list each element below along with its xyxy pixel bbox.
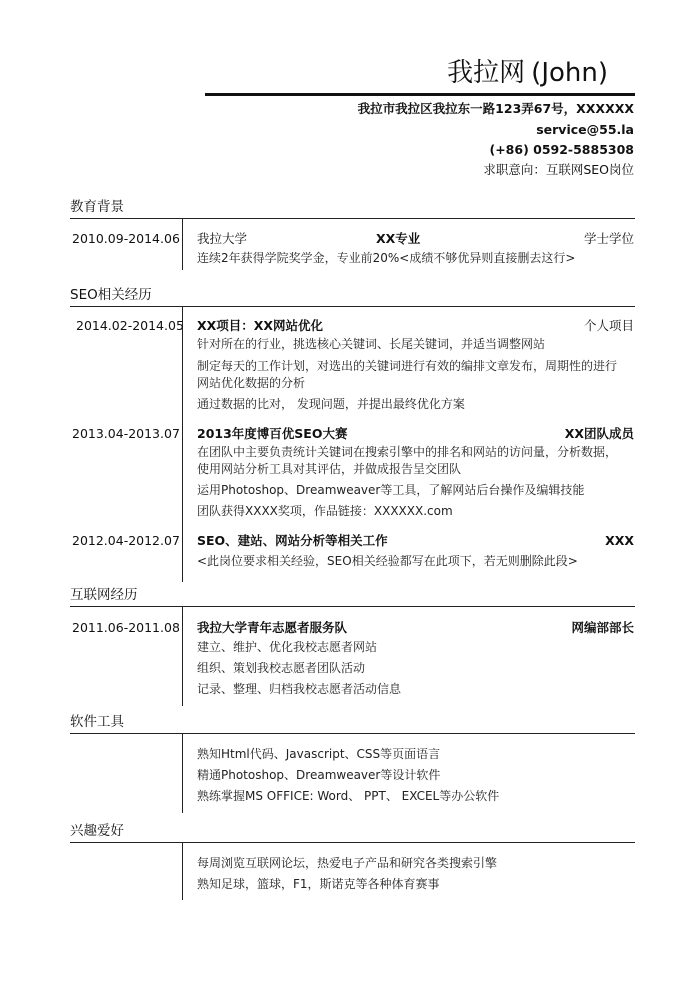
hobby-line: 熟知足球，篮球，F1，斯诺克等各种体育赛事: [197, 877, 440, 891]
seo-item-name: SEO、建站、网站分析等相关工作: [197, 533, 388, 548]
seo-item-role: XXX: [605, 533, 634, 548]
section-rule: [70, 218, 635, 219]
seo-item-line: <此岗位要求相关经验，SEO相关经验都写在此项下，若无则删除此段>: [197, 554, 578, 568]
seo-item-line: 团队获得XXXX奖项，作品链接：XXXXXX.com: [197, 504, 453, 518]
hobby-line: 每周浏览互联网论坛，热爱电子产品和研究各类搜索引擎: [197, 856, 498, 870]
internet-org: 我拉大学青年志愿者服务队: [197, 620, 348, 635]
timeline-divider: [182, 733, 183, 813]
degree: 学士学位: [583, 231, 634, 246]
section-rule: [70, 733, 635, 734]
education-date: 2010.09-2014.06: [72, 231, 180, 246]
name-chinese: 我拉网: [447, 58, 526, 88]
address: 我拉市我拉区我拉东一路123弄67号，XXXXXX: [357, 101, 634, 116]
major: XX专业: [376, 231, 421, 246]
seo-item-role: XX团队成员: [564, 426, 634, 441]
seo-item-name: XX项目：XX网站优化: [197, 318, 324, 333]
timeline-divider: [182, 842, 183, 900]
seo-item-line: 网站优化数据的分析: [197, 376, 306, 390]
seo-item-line: 使用网站分析工具对其评估，并做成报告呈交团队: [197, 462, 462, 476]
section-title-hobbies: 兴趣爱好: [70, 823, 124, 839]
software-line: 熟练掌握MS OFFICE: Word、 PPT、 EXCEL等办公软件: [197, 789, 500, 803]
header-rule: [205, 93, 635, 96]
seo-item-line: 运用Photoshop、Dreamweaver等工具，了解网站后台操作及编辑技能: [197, 483, 585, 497]
name-english: (John): [531, 58, 608, 88]
timeline-divider: [182, 306, 183, 582]
phone: (+86) 0592-5885308: [489, 142, 634, 157]
timeline-divider: [182, 218, 183, 270]
timeline-divider: [182, 606, 183, 706]
seo-item-date: 2012.04-2012.07: [72, 533, 180, 548]
section-rule: [70, 842, 635, 843]
section-title-education: 教育背景: [70, 199, 124, 215]
internet-date: 2011.06-2011.08: [72, 620, 180, 635]
section-title-internet: 互联网经历: [70, 587, 138, 603]
section-title-software: 软件工具: [70, 714, 124, 730]
seo-item-line: 在团队中主要负责统计关键词在搜索引擎中的排名和网站的访问量，分析数据，: [197, 445, 618, 459]
job-objective: 求职意向：互联网SEO岗位: [483, 162, 634, 177]
section-rule: [70, 306, 635, 307]
internet-line: 组织、策划我校志愿者团队活动: [197, 661, 366, 675]
section-title-seo: SEO相关经历: [70, 287, 152, 303]
seo-item-date: 2013.04-2013.07: [72, 426, 180, 441]
internet-role: 网编部部长: [571, 620, 634, 635]
seo-item-role: 个人项目: [583, 318, 634, 333]
seo-item-line: 制定每天的工作计划，对选出的关键词进行有效的编排文章发布，周期性的进行: [197, 359, 618, 373]
software-line: 精通Photoshop、Dreamweaver等设计软件: [197, 768, 441, 782]
internet-line: 建立、维护、优化我校志愿者网站: [197, 640, 378, 654]
seo-item-line: 通过数据的比对， 发现问题，并提出最终优化方案: [197, 397, 465, 411]
seo-item-line: 针对所在的行业，挑选核心关键词、长尾关键词，并适当调整网站: [197, 337, 546, 351]
software-line: 熟知Html代码、Javascript、CSS等页面语言: [197, 747, 441, 761]
email[interactable]: service@55.la: [536, 122, 634, 137]
school-name: 我拉大学: [197, 231, 248, 246]
education-detail: 连续2年获得学院奖学金，专业前20%<成绩不够优异则直接删去这行>: [197, 251, 576, 265]
section-rule: [70, 606, 635, 607]
internet-line: 记录、整理、归档我校志愿者活动信息: [197, 682, 402, 696]
resume-name: [447, 56, 608, 90]
seo-item-name: 2013年度博百优SEO大赛: [197, 426, 348, 441]
seo-item-date: 2014.02-2014.05: [76, 318, 184, 333]
